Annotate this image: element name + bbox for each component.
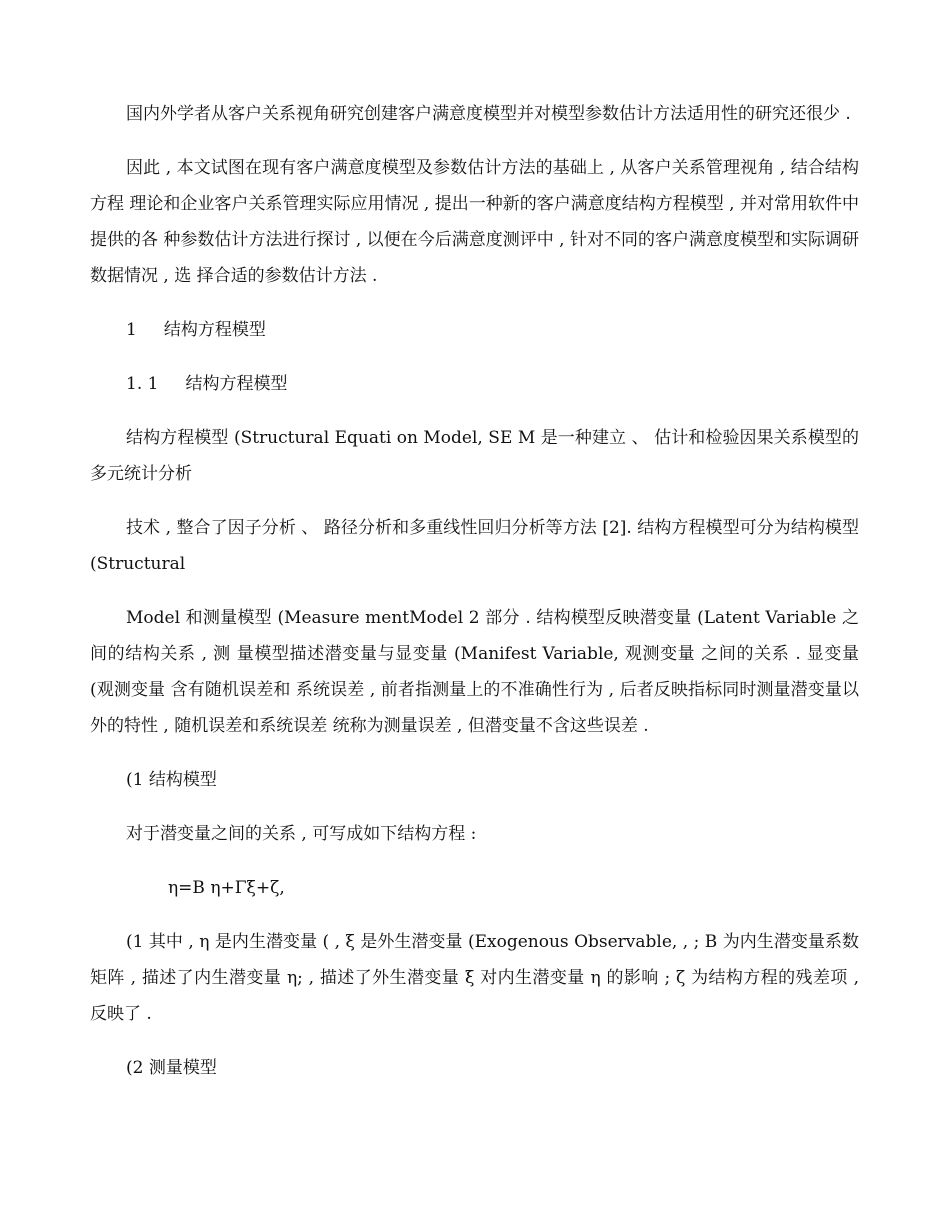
intro-paragraph: 国内外学者从客户关系视角研究创建客户满意度模型并对模型参数估计方法适用性的研究还很少 . — [126, 104, 851, 124]
section-heading: 1 结构方程模型 — [126, 320, 266, 340]
structural-equation: η=B η+Γξ+ζ, — [168, 878, 285, 898]
sem-components-paragraph: Model 和测量模型 (Measure mentModel 2 部分 . 结构模型反映潜变量 (Latent Variable 之间的结构关系 , 测 量模型描述潜变量与显变量 (Manifest Variable, 观测变量 之间的关系 . 显变量 (观测变量 含有随机误差和 系统误差 , 前者指测量上的不准确性行为 , 后者反映指标同时测量潜变量以外的特性 , 随机误差和系统误差 统称为测量误差 , 但潜变量不含这些误差 . — [90, 608, 865, 736]
sem-technique-paragraph: 技术 , 整合了因子分析 、 路径分析和多重线性回归分析等方法 [2]. 结构方程模型可分为结构模型 (Structural — [90, 518, 865, 574]
structural-equation-intro: 对于潜变量之间的关系 , 可写成如下结构方程 : — [126, 824, 477, 844]
structural-model-heading: (1 结构模型 — [126, 770, 217, 790]
equation-explanation-paragraph: (1 其中 , η 是内生潜变量 ( , ξ 是外生潜变量 (Exogenous Observable, , ; B 为内生潜变量系数矩阵 , 描述了内生潜变量 η; , 描述了外生潜变量 ξ 对内生潜变量 η 的影响 ; ζ 为结构方程的残差项 , 反映了 . — [90, 932, 865, 1024]
measurement-model-heading: (2 测量模型 — [126, 1058, 217, 1078]
purpose-paragraph: 因此 , 本文试图在现有客户满意度模型及参数估计方法的基础上 , 从客户关系管理视角 , 结合结构方程 理论和企业客户关系管理实际应用情况 , 提出一种新的客户满意度结构方程模型 , 并对常用软件中提供的各 种参数估计方法进行探讨 , 以便在今后满意度测评中 , 针对不同的客户满意度模型和实际调研数据情况 , 选 择合适的参数估计方法 . — [90, 158, 859, 286]
sem-definition-paragraph: 结构方程模型 (Structural Equati on Model, SE M 是一种建立 、 估计和检验因果关系模型的多元统计分析 — [90, 428, 859, 484]
subsection-heading: 1. 1 结构方程模型 — [126, 374, 288, 394]
